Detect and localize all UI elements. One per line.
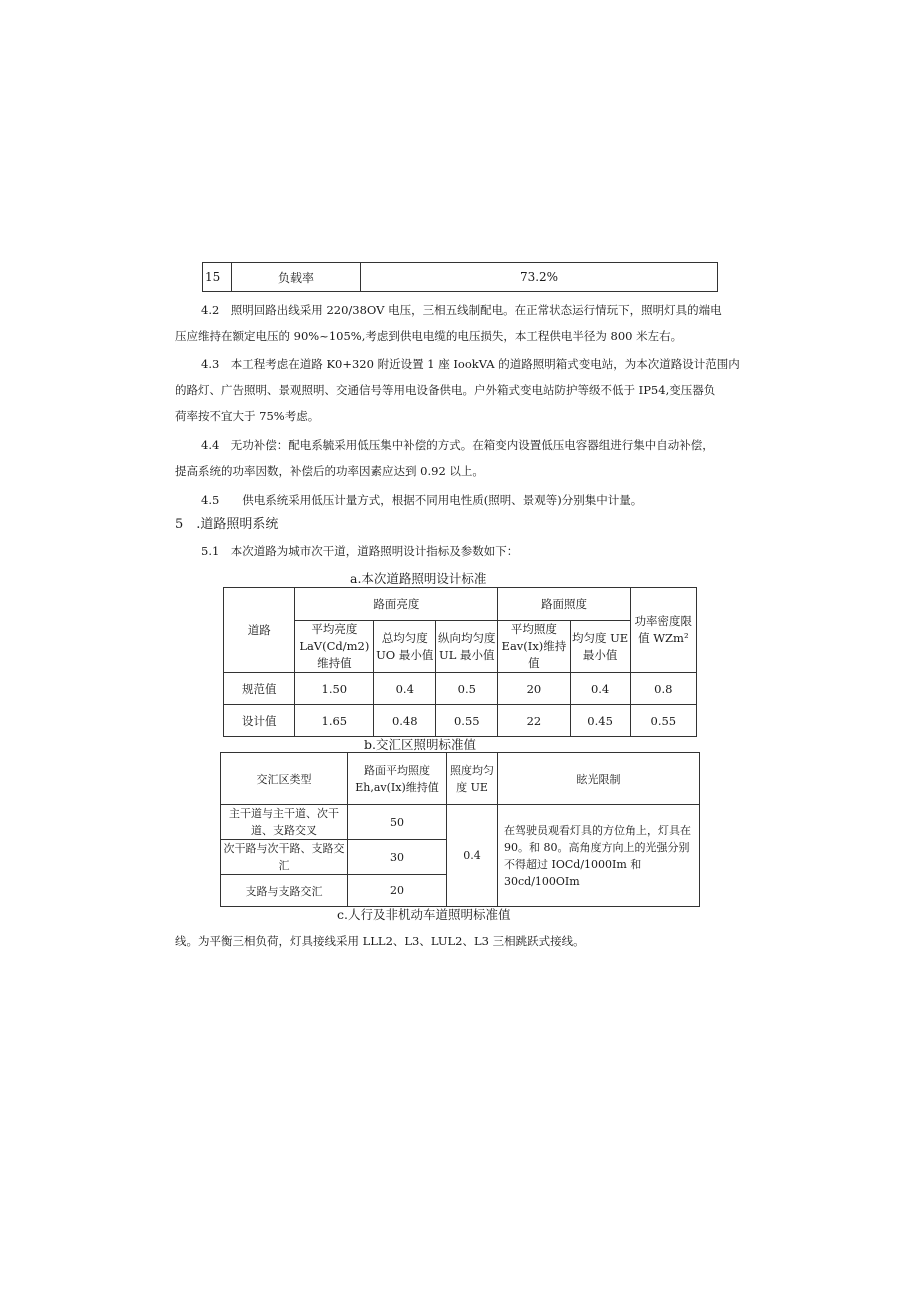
cell-value: 20 xyxy=(498,673,570,705)
section-5-heading: 5 .道路照明系统 xyxy=(175,517,279,532)
header-power-density: 功率密度限值 WZm² xyxy=(630,588,696,673)
table-row xyxy=(224,673,697,705)
para-4-2-line2: 压应维持在额定电压的 90%~105%,考虑到供电电缆的电压损失，本工程供电半径为 800 米左右。 xyxy=(175,329,683,343)
intersection-type: 次干路与次干路、支路交汇 xyxy=(221,840,348,875)
para-4-4-line2: 提高系统的功率因数，补偿后的功率因素应达到 0.92 以上。 xyxy=(175,464,484,478)
cell-value: 0.55 xyxy=(630,705,696,737)
header-road-illuminance: 路面照度 xyxy=(498,588,630,621)
wiring-note: 线。为平衡三相负荷，灯具接线采用 LLL2、L3、LUL2、L3 三相跳跃式接线。 xyxy=(175,934,585,948)
cell-value: 0.4 xyxy=(570,673,630,705)
cell-value: 22 xyxy=(498,705,570,737)
header-illuminance-uniformity: 均匀度 UE 最小值 xyxy=(570,621,630,673)
header-uniformity: 照度均匀度 UE xyxy=(447,753,498,805)
lighting-design-table xyxy=(223,587,697,737)
uniformity-value: 0.4 xyxy=(447,805,498,907)
header-overall-uniformity: 总均匀度 UO 最小值 xyxy=(374,621,436,673)
para-4-2-line1: 4.2 照明回路出线采用 220/38OV 电压，三相五线制配电。在正常状态运行情玩下，照明灯具的端电 xyxy=(201,303,722,317)
row-label: 规范值 xyxy=(224,673,295,705)
para-4-3-line3: 荷率按不宜大于 75%考虑。 xyxy=(175,409,320,423)
cell-value: 0.48 xyxy=(374,705,436,737)
table-row xyxy=(224,705,697,737)
row-label: 设计值 xyxy=(224,705,295,737)
cell-value: 0.4 xyxy=(374,673,436,705)
row-number: 15 xyxy=(203,263,232,292)
table-c-caption: c.人行及非机动车道照明标准值 xyxy=(337,907,511,922)
table-b-caption: b.交汇区照明标准值 xyxy=(364,737,476,752)
header-avg-luminance: 平均亮度 LaV(Cd/m2)维持值 xyxy=(295,621,374,673)
para-4-5: 4.5 供电系统采用低压计量方式，根据不同用电性质(照明、景观等)分别集中计量。 xyxy=(201,493,643,507)
cell-value: 0.8 xyxy=(630,673,696,705)
illuminance-value: 20 xyxy=(348,875,447,907)
cell-value: 0.5 xyxy=(436,673,498,705)
row-value: 73.2% xyxy=(361,263,718,292)
header-intersection-type: 交汇区类型 xyxy=(221,753,348,805)
header-glare-limit: 眩光限制 xyxy=(498,753,700,805)
intersection-type: 支路与支路交汇 xyxy=(221,875,348,907)
cell-value: 0.45 xyxy=(570,705,630,737)
cell-value: 1.65 xyxy=(295,705,374,737)
glare-limit-text: 在驾驶员观看灯具的方位角上，灯具在 90。和 80。高角度方向上的光强分别不得超过 IOCd/1000Im 和 30cd/100OIm xyxy=(498,805,700,907)
header-avg-illuminance: 路面平均照度 Eh,av(Ix)维持值 xyxy=(348,753,447,805)
cell-value: 1.50 xyxy=(295,673,374,705)
para-4-3-line1: 4.3 本工程考虑在道路 K0+320 附近设置 1 座 IookVA 的道路照明箱式变电站，为本次道路设计范围内 xyxy=(201,357,740,371)
table-row xyxy=(221,805,700,840)
table-a-caption: a.本次道路照明设计标准 xyxy=(350,571,487,586)
intersection-type: 主干道与主干道、次干道、支路交叉 xyxy=(221,805,348,840)
para-5-1: 5.1 本次道路为城市次干道，道路照明设计指标及参数如下： xyxy=(201,544,519,558)
header-longitudinal-uniformity: 纵向均匀度 UL 最小值 xyxy=(436,621,498,673)
cell-value: 0.55 xyxy=(436,705,498,737)
header-avg-illuminance: 平均照度 Eav(Ix)维持值 xyxy=(498,621,570,673)
load-rate-row-table xyxy=(202,262,718,292)
header-road: 道路 xyxy=(224,588,295,673)
header-road-luminance: 路面亮度 xyxy=(295,588,498,621)
para-4-3-line2: 的路灯、广告照明、景观照明、交通信号等用电设备供电。户外箱式变电站防护等级不低于 IP54,变压器负 xyxy=(175,383,716,397)
para-4-4-line1: 4.4 无功补偿：配电系毓采用低压集中补偿的方式。在箱变内设置低压电容器组进行集中自动补偿， xyxy=(201,438,714,452)
illuminance-value: 30 xyxy=(348,840,447,875)
intersection-lighting-table xyxy=(220,752,700,907)
row-label: 负载率 xyxy=(232,263,361,292)
illuminance-value: 50 xyxy=(348,805,447,840)
